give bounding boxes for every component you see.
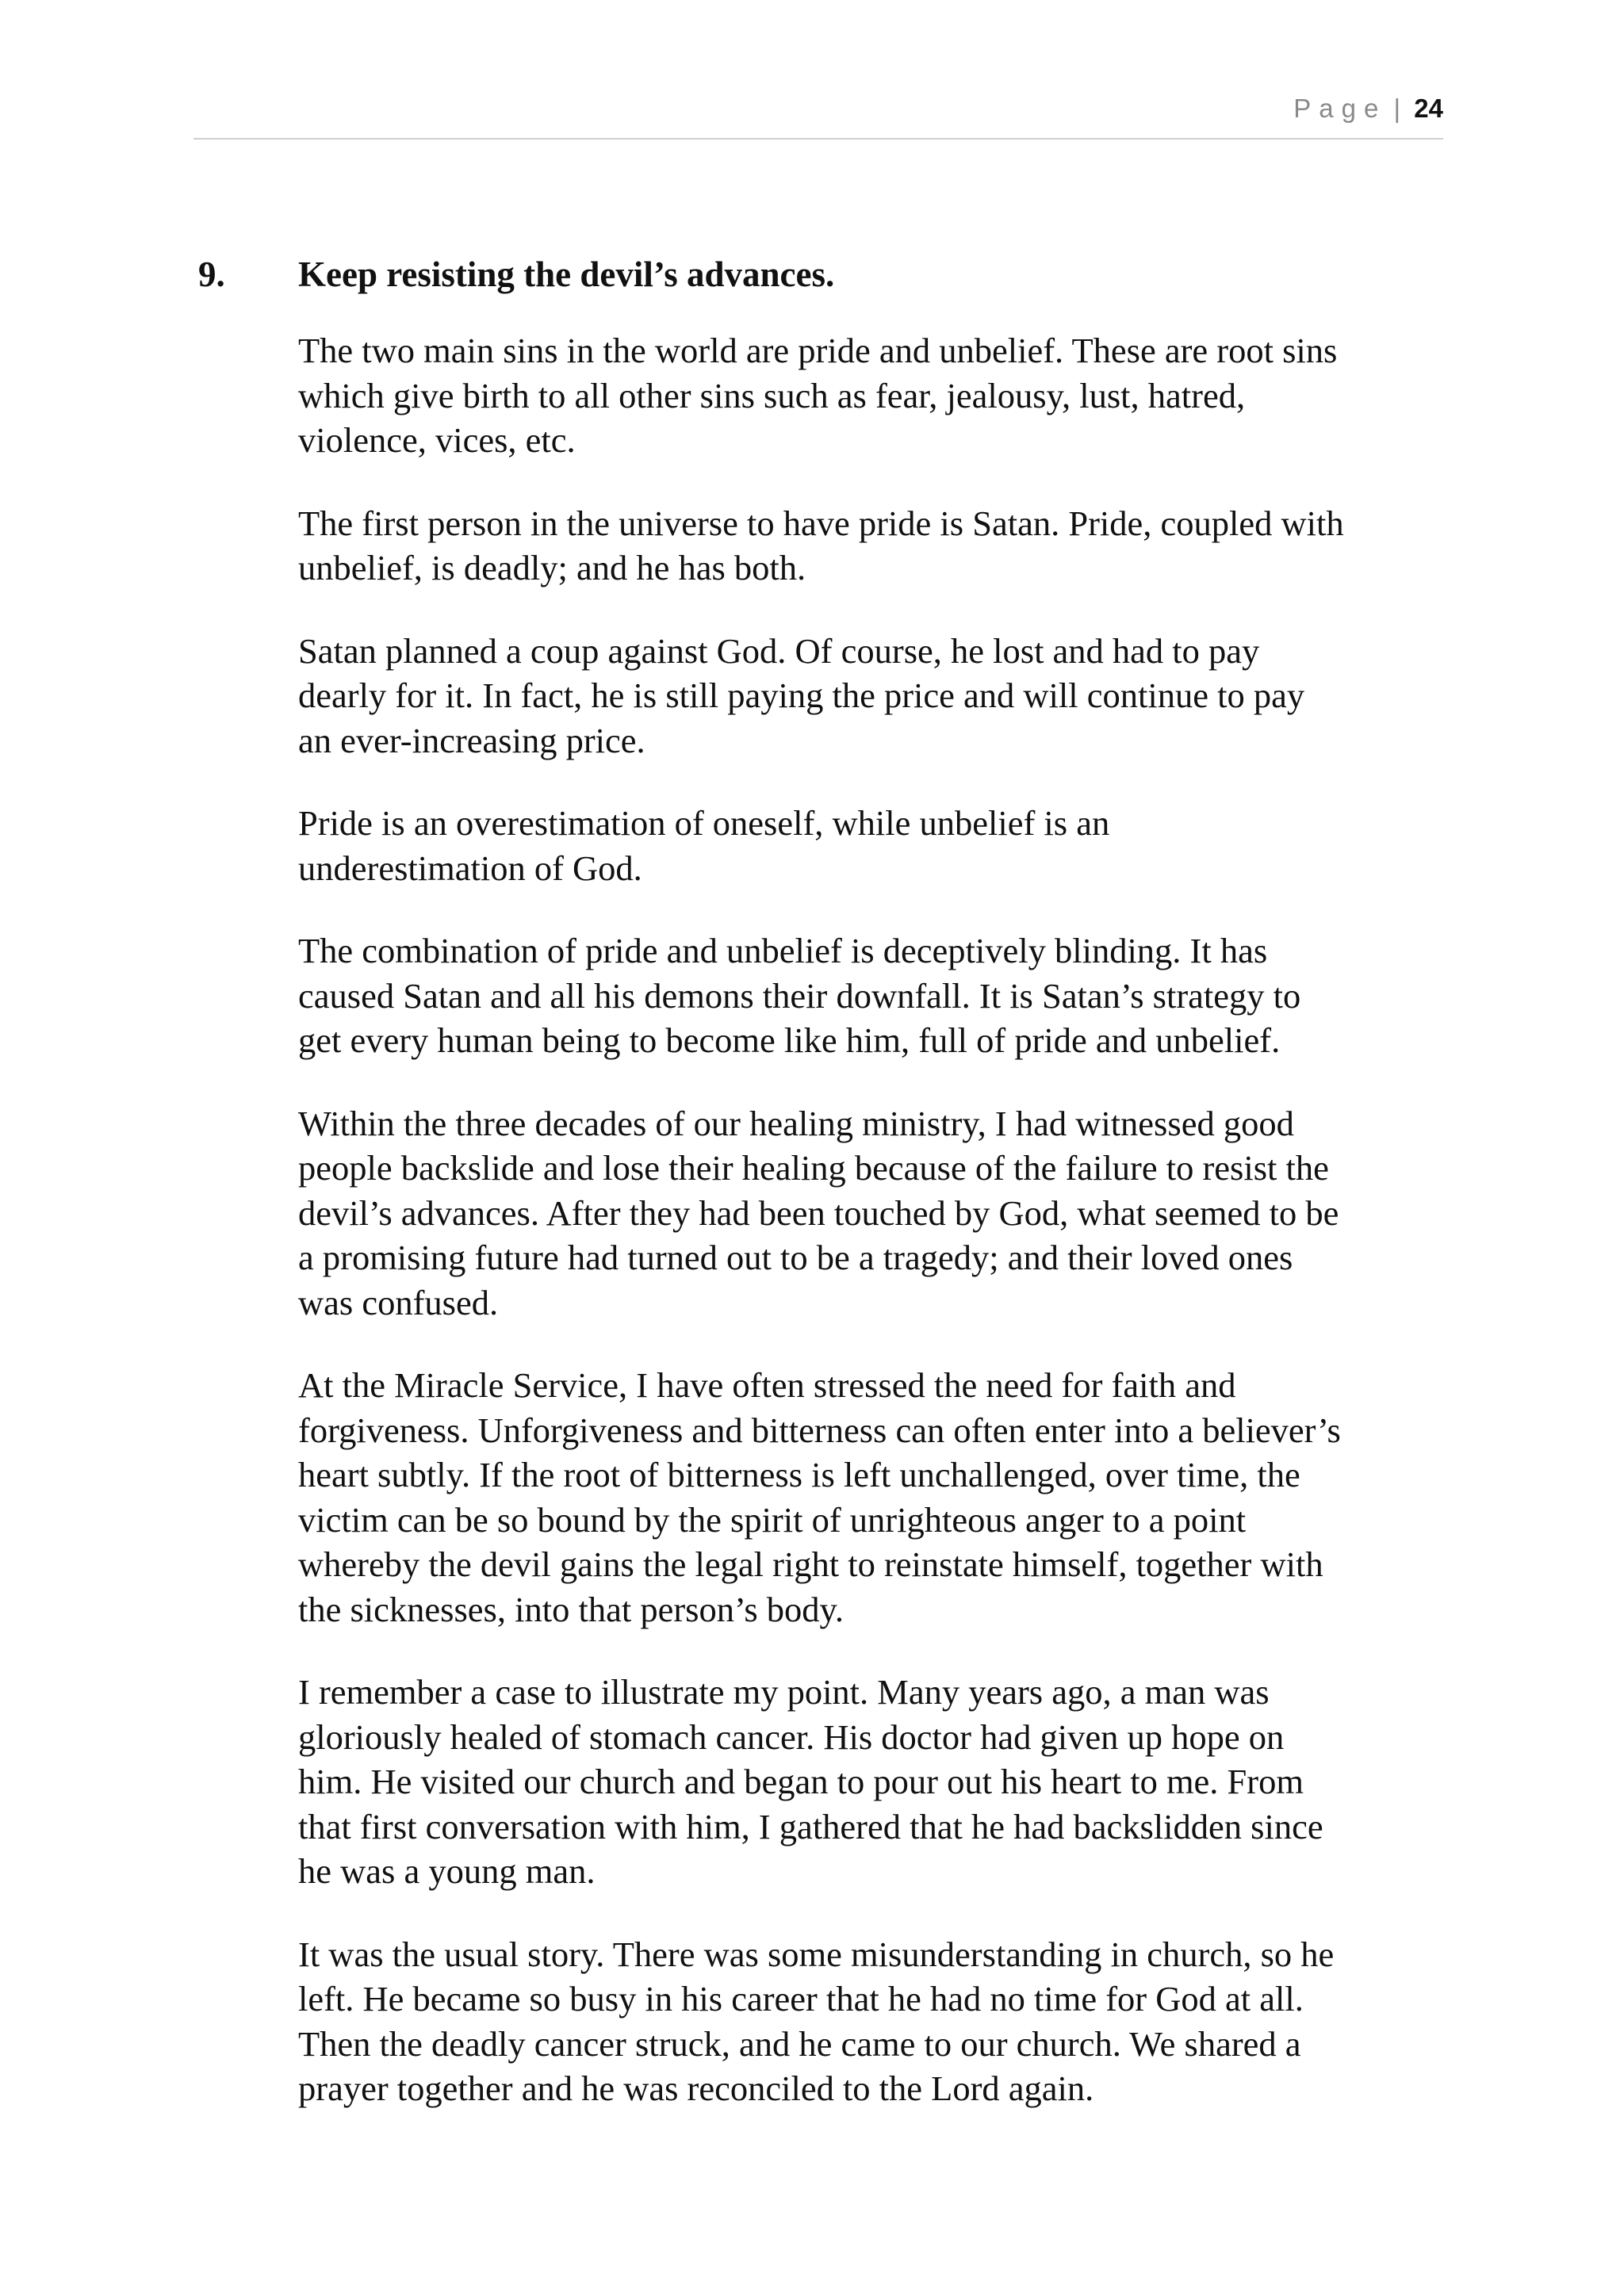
text-line: Within the three decades of our healing ministry, I had witnessed good — [298, 1103, 1294, 1143]
paragraph — [298, 801, 1456, 890]
paragraph — [298, 1363, 1456, 1632]
text-line: underestimation of God. — [298, 848, 642, 888]
text-line: an ever-increasing price. — [298, 720, 645, 760]
text-line: a promising future had turned out to be a tragedy; and their loved ones — [298, 1238, 1293, 1277]
text-line: left. He became so busy in his career that he had no time for God at all. — [298, 1979, 1304, 2019]
text-line: was confused. — [298, 1282, 499, 1322]
section-heading — [198, 252, 834, 297]
text-line: The combination of pride and unbelief is deceptively blinding. It has — [298, 931, 1268, 970]
page-number-label — [1293, 95, 1443, 121]
page-separator: | — [1393, 94, 1401, 123]
text-line: forgiveness. Unforgiveness and bitterness can often enter into a believer’s — [298, 1410, 1341, 1450]
text-line: the sicknesses, into that person’s body. — [298, 1589, 845, 1629]
text-line: I remember a case to illustrate my point. Many years ago, a man was — [298, 1672, 1270, 1712]
paragraph — [298, 629, 1456, 763]
paragraph — [298, 328, 1456, 463]
text-line: Then the deadly cancer struck, and he came to our church. We shared a — [298, 2023, 1301, 2064]
text-line: At the Miracle Service, I have often stressed the need for faith and — [298, 1365, 1236, 1405]
text-line: The first person in the universe to have pride is Satan. Pride, coupled with — [298, 503, 1344, 543]
text-line: devil’s advances. After they had been touched by God, what seemed to be — [298, 1192, 1339, 1233]
text-line: Satan planned a coup against God. Of course, he lost and had to pay — [298, 630, 1260, 671]
text-line: that first conversation with him, I gathered that he had backslidden since — [298, 1806, 1323, 1846]
text-line: whereby the devil gains the legal right to reinstate himself, together with — [298, 1544, 1323, 1584]
text-line: people backslide and lose their healing because of the failure to resist the — [298, 1148, 1329, 1188]
section-title: Keep resisting the devil’s advances. — [298, 254, 835, 294]
text-line: unbelief, is deadly; and he has both. — [298, 548, 806, 587]
section-number: 9. — [198, 254, 225, 294]
paragraph — [298, 1932, 1456, 2111]
text-line: gloriously healed of stomach cancer. His doctor had given up hope on — [298, 1716, 1285, 1757]
paragraph — [298, 1670, 1456, 1894]
page-word: Page — [1293, 94, 1387, 123]
paragraph — [298, 501, 1456, 591]
page-number: 24 — [1414, 94, 1443, 123]
text-line: which give birth to all other sins such as fear, jealousy, lust, hatred, — [298, 375, 1246, 415]
text-line: caused Satan and all his demons their downfall. It is Satan’s strategy to — [298, 975, 1301, 1016]
text-line: get every human being to become like him, full of pride and unbelief. — [298, 1020, 1281, 1060]
text-line: he was a young man. — [298, 1851, 596, 1891]
page-header — [193, 94, 1443, 140]
text-line: victim can be so bound by the spirit of unrighteous anger to a point — [298, 1499, 1247, 1540]
body-text — [298, 328, 1456, 2111]
text-line: The two main sins in the world are pride and unbelief. These are root sins — [298, 331, 1338, 370]
text-line: It was the usual story. There was some misunderstanding in church, so he — [298, 1934, 1335, 1974]
text-line: heart subtly. If the root of bitterness is left unchallenged, over time, the — [298, 1455, 1300, 1494]
text-line: dearly for it. In fact, he is still paying the price and will continue to pay — [298, 675, 1305, 715]
paragraph — [298, 928, 1456, 1063]
text-line: him. He visited our church and began to pour out his heart to me. From — [298, 1762, 1304, 1801]
paragraph — [298, 1101, 1456, 1326]
text-line: prayer together and he was reconciled to the Lord again. — [298, 2068, 1094, 2108]
text-line: Pride is an overestimation of oneself, while unbelief is an — [298, 803, 1110, 843]
text-line: violence, vices, etc. — [298, 420, 576, 460]
